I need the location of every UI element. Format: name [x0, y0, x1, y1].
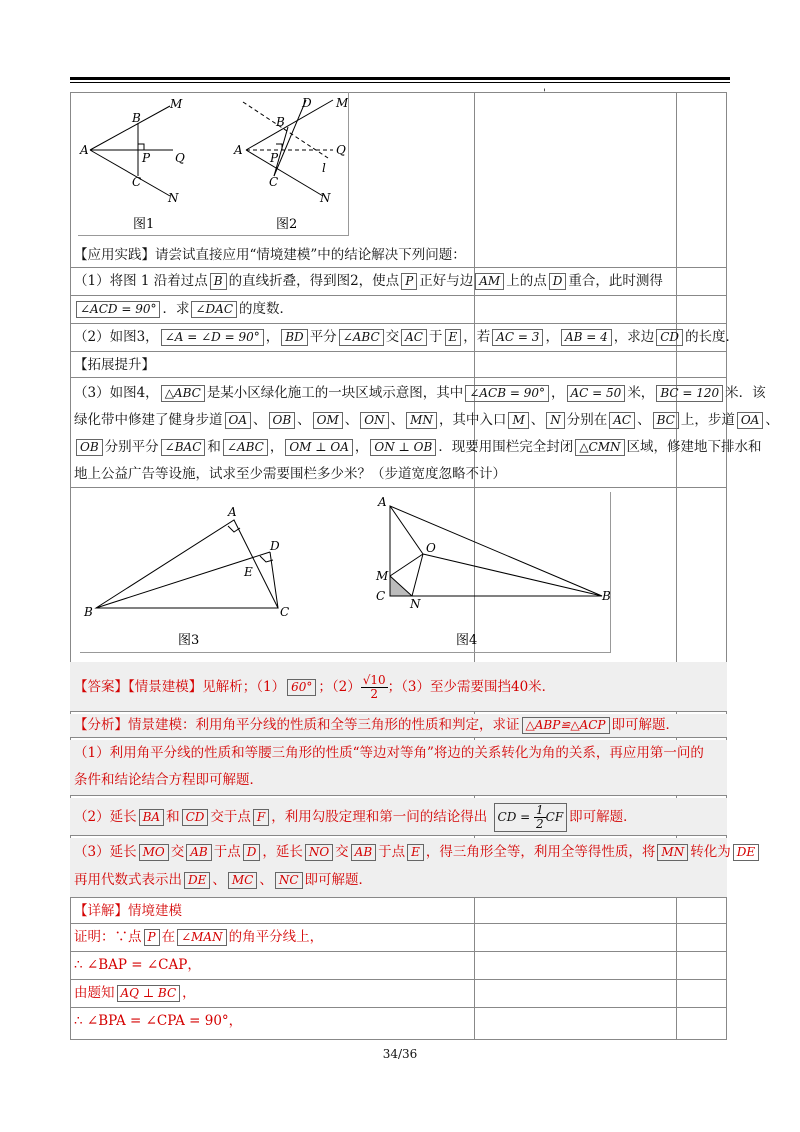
analysis-2-row — [70, 798, 727, 836]
math-box: E — [407, 844, 424, 861]
analysis-3-text: 、 — [259, 872, 273, 888]
figure-4-caption: 图4 — [456, 633, 478, 648]
q3-line-2: 绿化带中修建了健身步道 OA 、 OB 、 OM 、 ON 、 MN ，其中入口 M 、 N 分别在 AC 、 BC 上，步道 OA 、 — [74, 412, 779, 428]
q1-text: 的直线折叠，得到图2，使点 — [228, 273, 400, 289]
math-box: D — [549, 273, 567, 290]
detail-title-row — [70, 900, 727, 924]
f1-label-M: M — [170, 97, 183, 111]
detail-text: 的角平分线上， — [228, 929, 324, 945]
analysis-3-line-1 — [74, 838, 756, 866]
q1-text: 上的点 — [506, 273, 547, 289]
analysis-2-text: 交于点 — [210, 809, 251, 825]
q1-text: 正好与边 — [419, 273, 474, 289]
q3-text: ，其中入口 — [438, 412, 507, 428]
math-box: OA — [225, 412, 252, 429]
math-box: ∠A = ∠D = 90° — [161, 329, 264, 346]
q3-text: 分别平分 — [104, 439, 159, 455]
q1-text: （1）将图 1 沿着过点 — [74, 273, 208, 289]
math-box: DE — [733, 844, 759, 861]
q3-text: 分别在 — [566, 412, 608, 428]
math-box: AB = 4 — [561, 329, 612, 346]
analysis-1-line: 条件和结论结合方程即可解题． — [74, 772, 263, 788]
math-box-fraction — [494, 803, 568, 832]
f1-label-Q: Q — [175, 151, 185, 165]
analysis-3-line-2 — [74, 866, 727, 894]
apply-title-row — [70, 244, 727, 268]
math-box: △ABC — [161, 385, 205, 402]
f4-label-O: O — [426, 541, 436, 555]
q3-text: 绿化带中修建了健身步道 — [74, 412, 223, 428]
math-box: ON ⊥ OB — [370, 439, 436, 456]
fraction — [534, 804, 546, 831]
math-box: AM — [475, 273, 504, 290]
page-number: 34/36 — [382, 1047, 418, 1061]
q3-text: 上，步道 — [680, 412, 735, 428]
math-box: AB — [351, 844, 376, 861]
header-mark: ' — [543, 88, 546, 99]
math-box: 60° — [287, 679, 316, 696]
answer-text: 【答案】【情景建模】见解析；（1） — [74, 679, 286, 695]
q3-row — [70, 380, 779, 488]
f4-label-M: M — [376, 569, 389, 583]
math-box: BD — [281, 329, 307, 346]
math-box: AB — [186, 844, 211, 861]
math-box: ∠MAN — [177, 929, 227, 946]
q3-text: ．现要用围栏完全封闭 — [438, 439, 574, 455]
analysis-3-text: 于点 — [378, 844, 406, 860]
q1-text: 重合，此时测得 — [568, 273, 663, 289]
math-box: MN — [406, 412, 437, 429]
f2-label-Q: Q — [336, 143, 346, 157]
q1-text: 的度数． — [239, 301, 294, 317]
math-box: NC — [275, 872, 303, 889]
analysis-text: 【分析】情景建模：利用角平分线的性质和全等三角形的性质和判定，求证 — [74, 717, 520, 733]
fraction-numerator: 1 — [536, 803, 544, 817]
f2-label-l: l — [322, 161, 326, 175]
math-box: AC = 50 — [567, 385, 626, 402]
analysis-2-text: ，利用勾股定理和第一问的结论得出 — [271, 809, 488, 825]
f2-label-C: C — [269, 175, 279, 189]
figure-1-2 — [78, 92, 349, 236]
fraction-denominator: 2 — [370, 687, 378, 701]
answer-row — [70, 662, 727, 712]
f4-label-N: N — [410, 597, 421, 611]
math-box: D — [243, 844, 261, 861]
q3-text: ， — [269, 439, 284, 455]
detail-title: 【详解】情境建模 — [74, 903, 182, 919]
analysis-3-text: 交 — [335, 844, 349, 860]
q3-text: 是某小区绿化施工的一块区域示意图，其中 — [206, 385, 464, 401]
fraction-numerator: √10 — [362, 673, 386, 687]
analysis-3-row — [70, 838, 756, 898]
header-rule-thick — [70, 77, 730, 80]
detail-text: ， — [182, 985, 196, 1001]
math-box: B — [210, 273, 227, 290]
f1-label-C: C — [132, 175, 142, 189]
analysis-2-text: 和 — [166, 809, 180, 825]
analysis-text: 即可解题． — [611, 717, 679, 733]
q2-text: ，若 — [463, 329, 491, 345]
math-box: OB — [269, 412, 296, 429]
figure-2-caption: 图2 — [276, 217, 298, 232]
math-box: BC — [653, 412, 679, 429]
header-rule-thin — [70, 82, 730, 83]
detail-row-1 — [70, 926, 727, 952]
detail-text: 由题知 — [74, 985, 115, 1001]
analysis-3-text: 交 — [170, 844, 185, 860]
q3-text: （3）如图4， — [74, 385, 159, 401]
math-box: OB — [76, 439, 103, 456]
math-box: ∠BAC — [161, 439, 206, 456]
math-box: △ABP≌△ACP — [522, 717, 610, 734]
q2-text: 的长度． — [685, 329, 740, 345]
math-box: OA — [737, 412, 764, 429]
figure-3-caption: 图3 — [178, 633, 200, 648]
figure-1-caption: 图1 — [133, 217, 155, 232]
analysis-2-text: 即可解题． — [569, 809, 637, 825]
detail-text: ∴ ∠BPA = ∠CPA = 90°， — [74, 1013, 243, 1029]
analysis-1-row — [70, 740, 727, 796]
math-box: BA — [139, 809, 164, 826]
analysis-2-text: （2）延长 — [74, 809, 137, 825]
q3-text: 、 — [765, 412, 779, 428]
math-box: P — [144, 929, 160, 946]
f2-label-M: M — [336, 96, 348, 110]
math-box: MO — [139, 844, 169, 861]
q1-row-2 — [70, 298, 727, 324]
figure-3-4-svg — [80, 492, 610, 652]
f3-label-D: D — [270, 539, 280, 553]
q3-line-4: 地上公益广告等设施，试求至少需要围栏多少米？（步道宽度忽略不计） — [74, 466, 506, 482]
analysis-3-text: 于点 — [213, 844, 241, 860]
math-box: AQ ⊥ BC — [117, 985, 181, 1002]
math-box: F — [253, 809, 269, 826]
math-box: MN — [657, 844, 688, 861]
detail-text: ∴ ∠BAP = ∠CAP， — [74, 957, 201, 973]
answer-text: ；（2） — [318, 679, 361, 695]
f3-label-E: E — [244, 565, 253, 579]
analysis-3-text: 转化为 — [690, 844, 731, 860]
math-box: P — [401, 273, 417, 290]
fraction-rhs: CF — [545, 810, 564, 824]
f1-label-B: B — [132, 111, 141, 125]
fraction-lhs: CD = — [497, 810, 531, 824]
math-box: MC — [228, 872, 257, 889]
q3-text: 、 — [344, 412, 359, 428]
math-box: NO — [305, 844, 333, 861]
detail-row-4 — [70, 1010, 727, 1040]
answer-fraction — [361, 674, 388, 701]
q3-line-1 — [74, 380, 766, 407]
math-box: ON — [360, 412, 388, 429]
f3-label-A: A — [228, 505, 237, 519]
q3-text: 米， — [627, 385, 655, 401]
f2-label-N: N — [320, 191, 331, 205]
extend-title: 【拓展提升】 — [74, 357, 155, 373]
f1-label-N: N — [168, 191, 179, 205]
analysis-3-text: 即可解题． — [304, 872, 373, 888]
figure-3-4 — [80, 492, 611, 653]
q3-text: ， — [551, 385, 565, 401]
math-box: CD — [182, 809, 209, 826]
math-box: AC — [401, 329, 427, 346]
q3-text: 和 — [207, 439, 221, 455]
q3-line-3: OB 分别平分 ∠BAC 和 ∠ABC ， OM ⊥ OA ， ON ⊥ OB ．现要用围栏完全封闭 △CMN 区域，修建地下排水和 — [74, 434, 727, 461]
f2-label-P: P — [270, 151, 279, 165]
q1-row — [70, 270, 727, 296]
analysis-3-text: （3）延长 — [74, 844, 137, 860]
q3-text: 米．该 — [725, 385, 766, 401]
math-box: ∠ACB = 90° — [465, 385, 549, 402]
q1-text: ．求 — [162, 301, 190, 317]
math-box: BC = 120 — [656, 385, 723, 402]
math-box: ∠ABC — [339, 329, 384, 346]
math-box: M — [508, 412, 528, 429]
math-box: ∠DAC — [191, 301, 237, 318]
q2-row: （2）如图3， ∠A = ∠D = 90° ， BD 平分 ∠ABC 交 AC 于 E ，若 AC = 3 ， AB = 4 ，求边 CD 的长度． — [70, 326, 727, 352]
analysis-3-text: 再用代数式表示出 — [74, 872, 182, 888]
f2-label-B: B — [276, 115, 285, 129]
math-box: OM — [313, 412, 343, 429]
math-box: AC = 3 — [492, 329, 543, 346]
q2-text: 于 — [429, 329, 443, 345]
analysis-row — [70, 714, 727, 738]
f2-label-D: D — [302, 96, 312, 110]
analysis-3-text: 、 — [212, 872, 226, 888]
q2-text: 交 — [385, 329, 400, 345]
q2-text: 平分 — [309, 329, 337, 345]
answer-text: ；（3）至少需要围挡40米． — [387, 679, 556, 695]
math-box: E — [445, 329, 462, 346]
detail-row-2 — [70, 954, 727, 980]
detail-text: 在 — [161, 929, 176, 945]
analysis-3-text: ，延长 — [262, 844, 303, 860]
f4-label-A: A — [378, 495, 387, 509]
q2-text: （2）如图3， — [74, 329, 159, 345]
math-box: CD — [656, 329, 683, 346]
math-box: ∠ABC — [223, 439, 268, 456]
f4-label-C: C — [376, 589, 386, 603]
f2-label-A: A — [234, 143, 243, 157]
f1-label-P: P — [142, 151, 151, 165]
q2-text: ，求边 — [613, 329, 655, 345]
math-box: OM ⊥ OA — [285, 439, 353, 456]
math-box: ∠ACD = 90° — [76, 301, 160, 318]
detail-text: 证明：∵点 — [74, 929, 142, 945]
f1-label-A: A — [80, 143, 89, 157]
detail-row-3 — [70, 982, 727, 1008]
math-box: AC — [609, 412, 635, 429]
figure-1-2-svg — [78, 92, 348, 235]
extend-title-row — [70, 354, 727, 378]
math-box: DE — [184, 872, 210, 889]
f3-label-B: B — [84, 605, 93, 619]
math-box: N — [546, 412, 565, 429]
apply-title: 【应用实践】请尝试直接应用“情境建模”中的结论解决下列问题： — [74, 247, 466, 263]
fraction-denominator: 2 — [536, 817, 544, 831]
f4-label-B: B — [602, 589, 610, 603]
f3-label-C: C — [280, 605, 290, 619]
analysis-3-text: ，得三角形全等，利用全等得性质，将 — [425, 844, 656, 860]
analysis-1-line: （1）利用角平分线的性质和等腰三角形的性质“等边对等角”将边的关系转化为角的关系，再应用第一问的 — [74, 745, 704, 761]
q3-text: 区域，修建地下排水和 — [626, 439, 762, 455]
math-box: △CMN — [575, 439, 624, 456]
